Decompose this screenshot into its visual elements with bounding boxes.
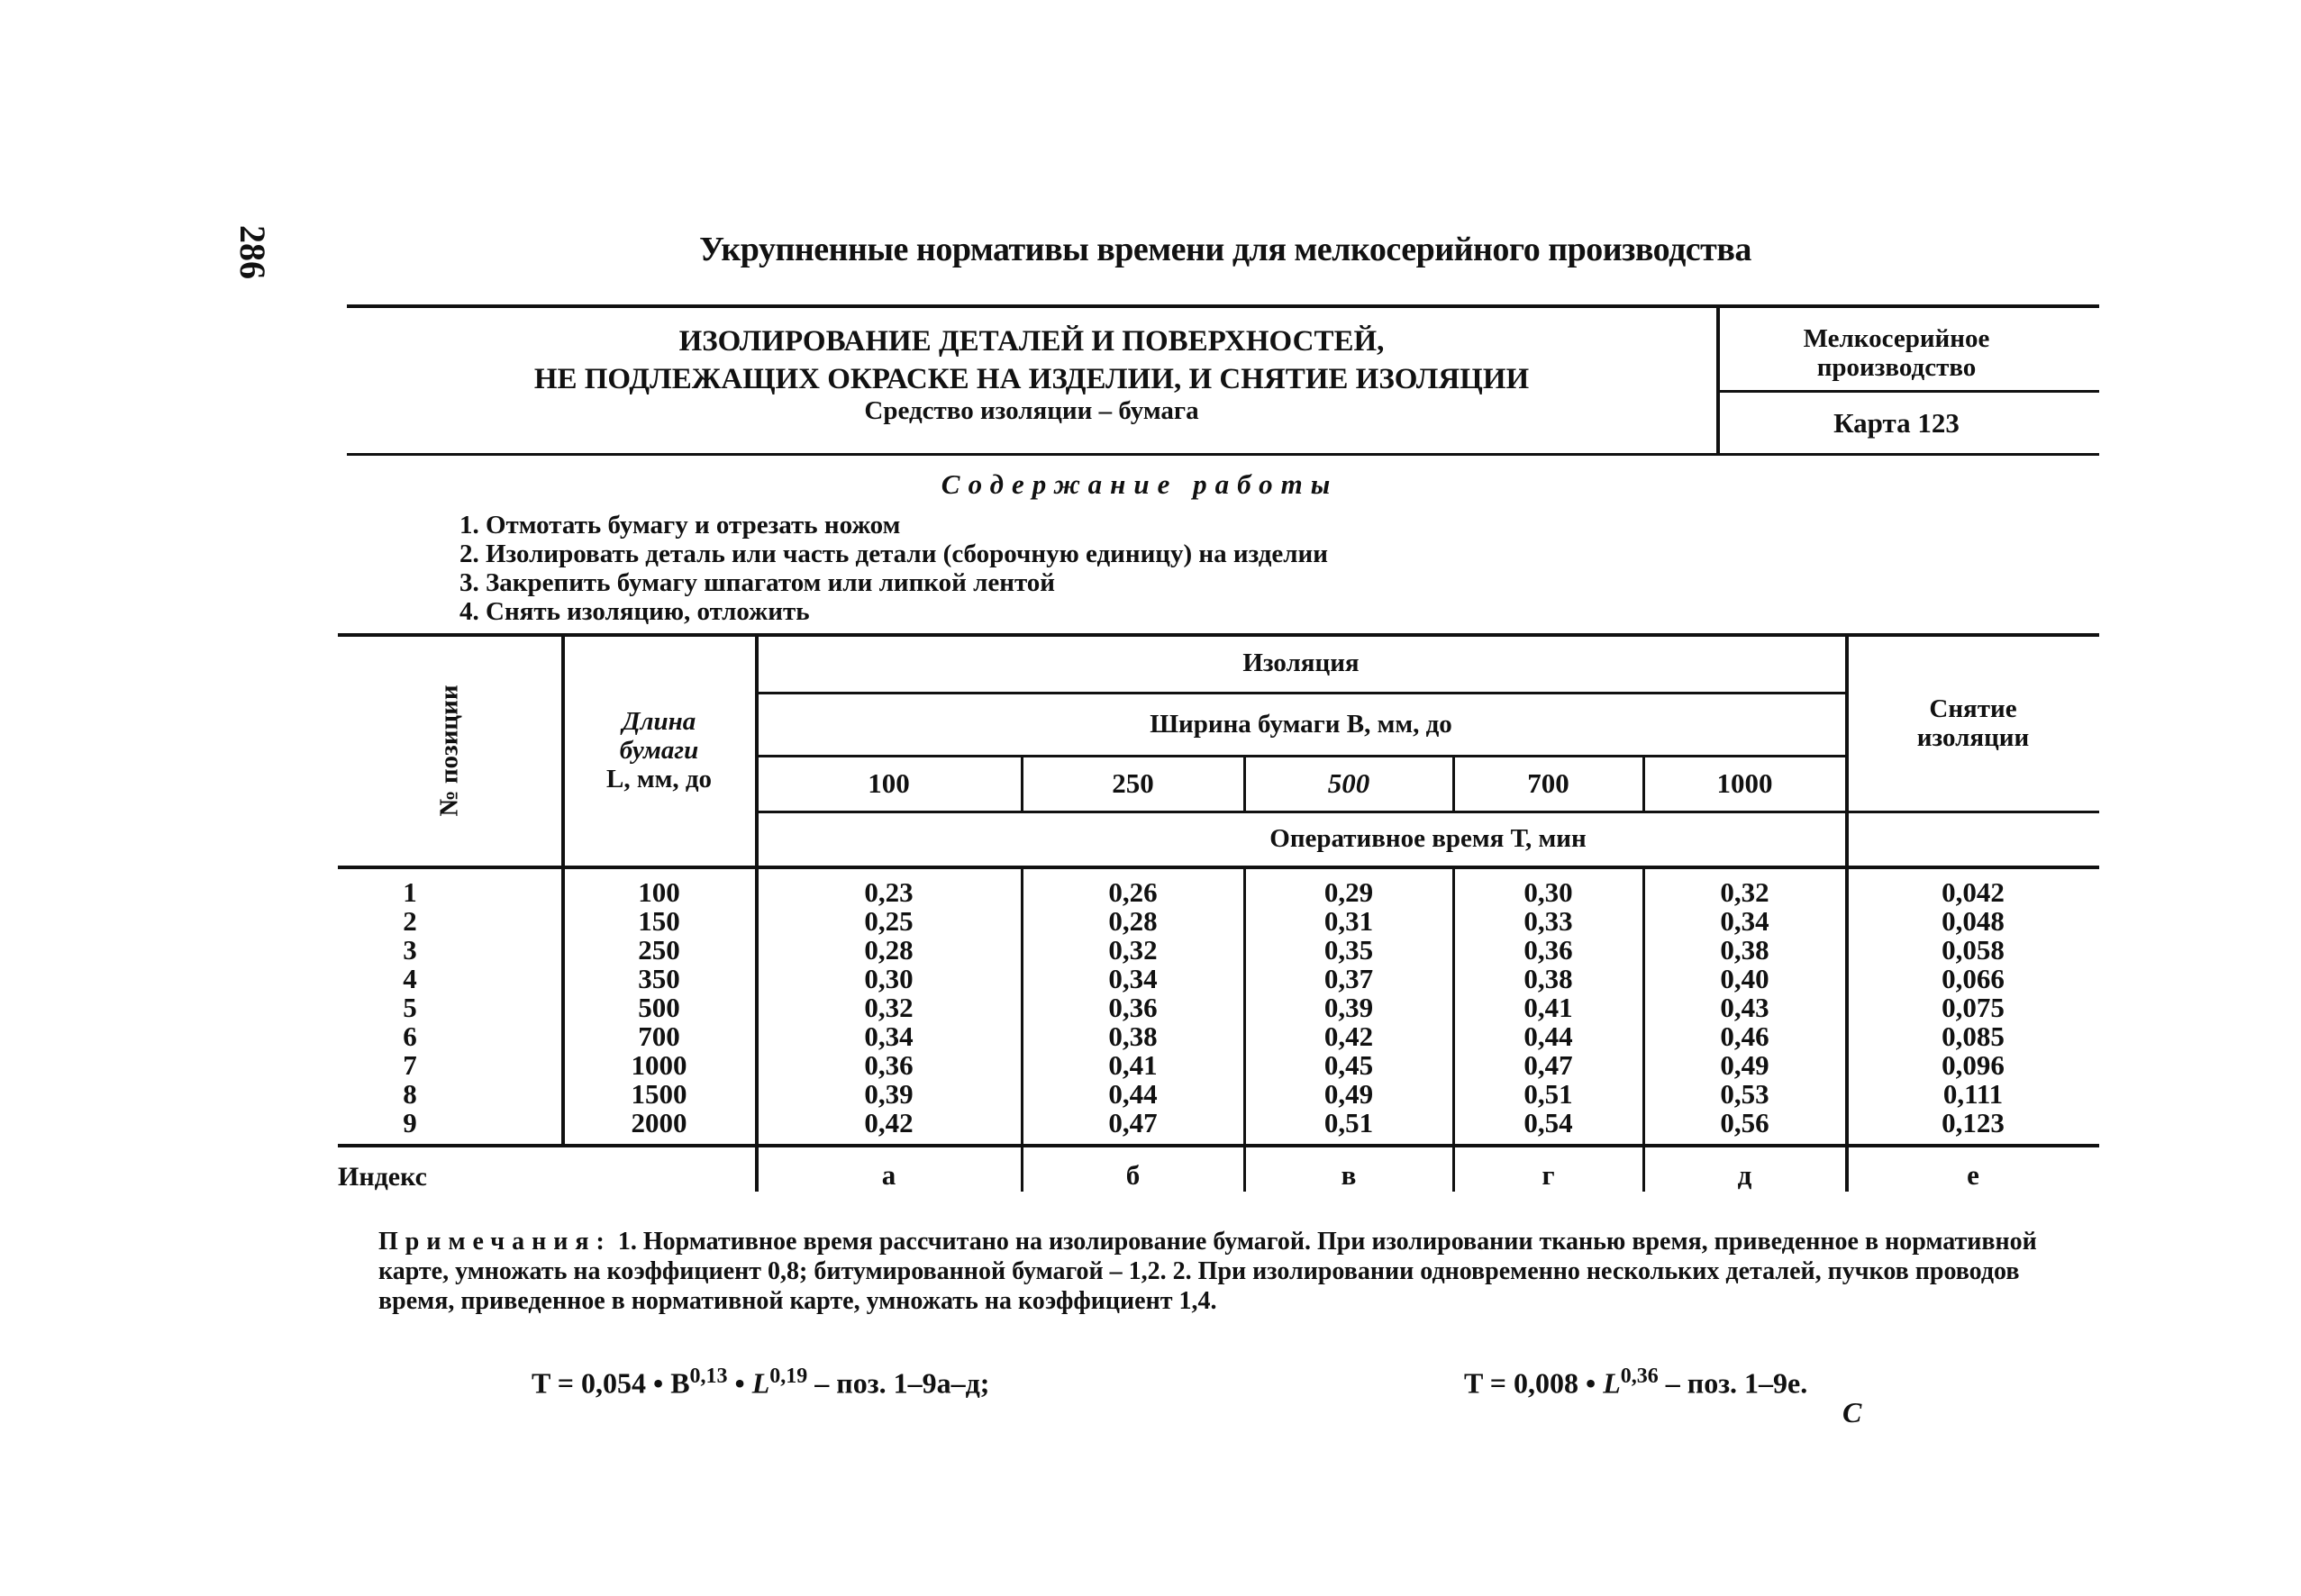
formula-2-prefix: T = 0,008 • bbox=[1464, 1366, 1604, 1400]
formula-1-mid: • bbox=[727, 1366, 752, 1400]
table-cell: 0,47 bbox=[1523, 1049, 1573, 1081]
table-cell: 350 bbox=[638, 963, 680, 994]
formula-1-prefix: T = 0,054 • B bbox=[532, 1366, 690, 1400]
formula-2 bbox=[1464, 1365, 1807, 1401]
table-cell: 4 bbox=[403, 963, 417, 994]
table-cell: 0,53 bbox=[1720, 1078, 1769, 1110]
table-cell: 5 bbox=[403, 992, 417, 1023]
table-cell: 0,46 bbox=[1720, 1020, 1769, 1052]
w700-column bbox=[1454, 878, 1642, 1138]
table-cell: 0,30 bbox=[1523, 876, 1573, 908]
col-removal-line2: изоляции bbox=[1916, 722, 2030, 752]
width-1000-header: 1000 bbox=[1716, 767, 1773, 799]
table-cell: 1500 bbox=[631, 1078, 687, 1110]
table-cell: 2000 bbox=[631, 1107, 687, 1138]
table-cell: 0,111 bbox=[1942, 1078, 2004, 1110]
operative-time-header: Оперативное время Т, мин bbox=[1269, 824, 1587, 853]
table-cell: 0,47 bbox=[1108, 1107, 1158, 1138]
table-cell: 0,34 bbox=[1108, 963, 1158, 994]
col-length-line2: бумаги bbox=[619, 736, 699, 765]
formula-1-suffix: – поз. 1–9а–д; bbox=[807, 1366, 990, 1400]
index-v: в bbox=[1341, 1159, 1357, 1191]
table-cell: 0,085 bbox=[1942, 1020, 2005, 1052]
index-label: Индекс bbox=[338, 1162, 427, 1192]
w100-column bbox=[757, 878, 1021, 1138]
notes bbox=[378, 1227, 2072, 1316]
table-cell: 0,38 bbox=[1523, 963, 1573, 994]
table-cell: 0,35 bbox=[1323, 934, 1374, 966]
table-cell: 0,31 bbox=[1323, 905, 1374, 937]
col-position-label: № позиции bbox=[434, 684, 464, 817]
w250-column bbox=[1023, 878, 1243, 1138]
page-number: 286 bbox=[232, 225, 273, 279]
formula-2-suffix: – поз. 1–9е. bbox=[1658, 1366, 1808, 1400]
table-cell: 0,37 bbox=[1323, 963, 1374, 994]
table-cell: 0,51 bbox=[1523, 1078, 1573, 1110]
table-cell: 9 bbox=[403, 1107, 417, 1138]
table-cell: 1 bbox=[403, 876, 417, 908]
table-cell: 0,36 bbox=[864, 1049, 914, 1081]
table-cell: 0,42 bbox=[864, 1107, 914, 1138]
table-cell: 0,43 bbox=[1720, 992, 1769, 1023]
table-cell: 0,042 bbox=[1942, 876, 2005, 908]
work-step: 1. Отмотать бумагу и отрезать ножом bbox=[459, 511, 901, 540]
table-cell: 150 bbox=[638, 905, 680, 937]
production-type-line1: Мелкосерийное bbox=[1803, 324, 1990, 353]
table-cell: 0,56 bbox=[1720, 1107, 1769, 1138]
table-cell: 0,075 bbox=[1942, 992, 2005, 1023]
width-500-header: 500 bbox=[1327, 767, 1370, 799]
table-cell: 6 bbox=[403, 1020, 417, 1052]
production-type bbox=[1716, 324, 2077, 382]
table-cell: 0,45 bbox=[1323, 1049, 1374, 1081]
index-b: б bbox=[1125, 1159, 1141, 1191]
table-cell: 0,40 bbox=[1720, 963, 1769, 994]
table-cell: 0,51 bbox=[1323, 1107, 1374, 1138]
table-cell: 0,32 bbox=[1108, 934, 1158, 966]
table-cell: 0,34 bbox=[864, 1020, 914, 1052]
card-title-line1: ИЗОЛИРОВАНИЕ ДЕТАЛЕЙ И ПОВЕРХНОСТЕЙ, bbox=[678, 325, 1385, 358]
header-right-split bbox=[1716, 390, 2099, 393]
table-cell: 2 bbox=[403, 905, 417, 937]
notes-lead: Примечания: bbox=[378, 1228, 612, 1256]
table-cell: 0,096 bbox=[1942, 1049, 2005, 1081]
table-cell: 8 bbox=[403, 1078, 417, 1110]
formula-1-exp-l: 0,19 bbox=[769, 1365, 808, 1388]
col-length-line1: Длина bbox=[622, 707, 696, 736]
table-cell: 0,41 bbox=[1108, 1049, 1158, 1081]
header-bottom-rule bbox=[347, 453, 2099, 456]
table-cell: 0,38 bbox=[1720, 934, 1769, 966]
index-d: д bbox=[1737, 1159, 1752, 1191]
table-cell: 0,32 bbox=[1720, 876, 1769, 908]
table-cell: 0,38 bbox=[1108, 1020, 1158, 1052]
index-a: а bbox=[881, 1159, 896, 1191]
isolation-group-header: Изоляция bbox=[1242, 648, 1360, 677]
table-cell: 0,28 bbox=[864, 934, 914, 966]
notes-text: 1. Нормативное время рассчитано на изолирование бумагой. При изолировании тканью время, приведенное в нормативной карте, умножать на коэффициент 0,8; битумированной бумагой – 1,2. 2. При изолировании одновременно нескольких деталей, пучков проводов время, приведенное в нормативной карте, умножать на коэффициент 1,4. bbox=[378, 1228, 2037, 1315]
table-cell: 3 bbox=[403, 934, 417, 966]
formula-1 bbox=[532, 1365, 989, 1401]
table-cell: 0,25 bbox=[864, 905, 914, 937]
formula-2-l: L bbox=[1603, 1366, 1621, 1400]
width-250-header: 250 bbox=[1112, 767, 1154, 799]
w500-column bbox=[1245, 878, 1452, 1138]
index-e: е bbox=[1967, 1159, 1979, 1191]
production-type-line2: производство bbox=[1816, 353, 1977, 382]
table-cell: 0,42 bbox=[1323, 1020, 1374, 1052]
col-length-header bbox=[563, 635, 755, 866]
width-700-header: 700 bbox=[1527, 767, 1569, 799]
table-cell: 0,33 bbox=[1523, 905, 1573, 937]
card-title-line2: НЕ ПОДЛЕЖАЩИХ ОКРАСКЕ НА ИЗДЕЛИИ, И СНЯТИЕ ИЗОЛЯЦИИ bbox=[533, 363, 1530, 395]
work-step: 3. Закрепить бумагу шпагатом или липкой лентой bbox=[459, 568, 1056, 597]
col-removal-line1: Снятие bbox=[1929, 694, 2017, 723]
table-cell: 0,123 bbox=[1942, 1107, 2005, 1138]
running-title: Укрупненные нормативы времени для мелкосерийного производства bbox=[699, 231, 1751, 268]
table-body-bottom-rule bbox=[338, 1144, 2099, 1147]
table-cell: 0,32 bbox=[864, 992, 914, 1023]
col-removal-header bbox=[1847, 635, 2099, 811]
table-cell: 0,41 bbox=[1523, 992, 1573, 1023]
table-cell: 7 bbox=[403, 1049, 417, 1081]
table-cell: 100 bbox=[638, 876, 680, 908]
formula-2-exp-l: 0,36 bbox=[1620, 1365, 1659, 1388]
table-cell: 0,29 bbox=[1323, 876, 1374, 908]
width-100-header: 100 bbox=[868, 767, 910, 799]
table-cell: 0,048 bbox=[1942, 905, 2005, 937]
card-subtitle: Средство изоляции – бумага bbox=[864, 396, 1199, 425]
table-cell: 0,54 bbox=[1523, 1107, 1573, 1138]
col-position-header bbox=[338, 635, 561, 866]
work-step: 2. Изолировать деталь или часть детали (сборочную единицу) на изделии bbox=[459, 540, 1328, 568]
table-cell: 0,49 bbox=[1720, 1049, 1769, 1081]
col-length-line3: L, мм, до bbox=[605, 765, 713, 793]
table-cell: 0,39 bbox=[1323, 992, 1374, 1023]
table-cell: 0,36 bbox=[1523, 934, 1573, 966]
card-number: Карта 123 bbox=[1833, 407, 1960, 439]
formula-1-exp-b: 0,13 bbox=[689, 1365, 728, 1388]
work-step: 4. Снять изоляцию, отложить bbox=[459, 597, 810, 626]
removal-column bbox=[1847, 878, 2099, 1138]
table-cell: 0,26 bbox=[1108, 876, 1158, 908]
table-cell: 0,34 bbox=[1720, 905, 1769, 937]
width-group-header: Ширина бумаги В, мм, до bbox=[1150, 709, 1452, 739]
table-cell: 0,23 bbox=[864, 876, 914, 908]
work-content-title: Содержание работы bbox=[941, 468, 1339, 500]
table-cell: 1000 bbox=[631, 1049, 687, 1081]
lengths-column bbox=[563, 878, 755, 1138]
formula-mark: С bbox=[1842, 1396, 1862, 1428]
table-cell: 0,28 bbox=[1108, 905, 1158, 937]
table-cell: 0,30 bbox=[864, 963, 914, 994]
table-cell: 700 bbox=[638, 1020, 680, 1052]
table-cell: 0,39 bbox=[864, 1078, 914, 1110]
table-cell: 500 bbox=[638, 992, 680, 1023]
table-cell: 0,44 bbox=[1523, 1020, 1573, 1052]
table-header-bottom-rule bbox=[338, 866, 2099, 869]
table-cell: 0,44 bbox=[1108, 1078, 1158, 1110]
table-cell: 0,36 bbox=[1108, 992, 1158, 1023]
w1000-column bbox=[1644, 878, 1845, 1138]
card-title bbox=[347, 322, 1716, 398]
table-cell: 250 bbox=[638, 934, 680, 966]
work-steps-list bbox=[459, 511, 1328, 626]
positions-column bbox=[338, 878, 482, 1138]
formula-1-l: L bbox=[751, 1366, 770, 1400]
index-g: г bbox=[1542, 1159, 1555, 1191]
table-cell: 0,49 bbox=[1323, 1078, 1374, 1110]
header-top-rule bbox=[347, 304, 2099, 308]
table-cell: 0,066 bbox=[1942, 963, 2005, 994]
table-cell: 0,058 bbox=[1942, 934, 2005, 966]
